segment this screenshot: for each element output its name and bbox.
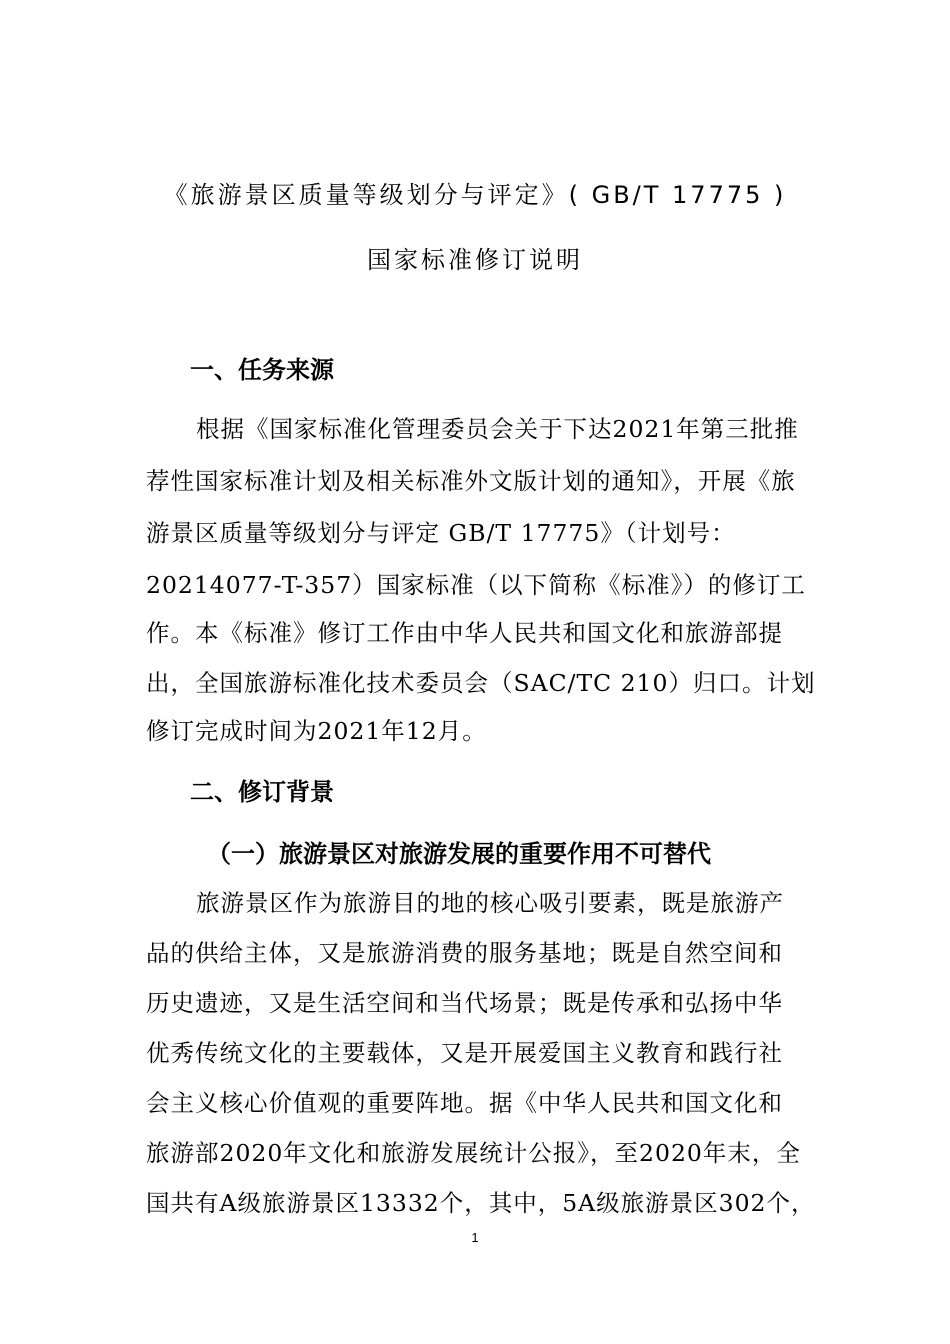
paragraph-line: 旅游部2020年文化和旅游发展统计公报》，至2020年末，全 bbox=[146, 1139, 801, 1167]
section-heading-task-source: 一、任务来源 bbox=[190, 356, 334, 384]
paragraph-line: 荐性国家标准计划及相关标准外文版计划的通知》，开展《旅 bbox=[146, 467, 796, 495]
paragraph-line: 会主义核心价值观的重要阵地。据《中华人民共和国文化和 bbox=[146, 1089, 783, 1117]
paragraph-line: 旅游景区作为旅游目的地的核心吸引要素，既是旅游产 bbox=[196, 889, 784, 917]
document-subtitle: 国家标准修订说明 bbox=[367, 246, 583, 274]
paragraph-line: 历史遗迹，又是生活空间和当代场景；既是传承和弘扬中华 bbox=[146, 989, 783, 1017]
paragraph-line: 修订完成时间为2021年12月。 bbox=[146, 717, 487, 745]
paragraph-line: 作。本《标准》修订工作由中华人民共和国文化和旅游部提 bbox=[146, 619, 783, 647]
paragraph-line: 优秀传统文化的主要载体，又是开展爱国主义教育和践行社 bbox=[146, 1039, 783, 1067]
section-heading-background: 二、修订背景 bbox=[190, 778, 334, 806]
page-number: 1 bbox=[471, 1230, 479, 1245]
paragraph-line: 根据《国家标准化管理委员会关于下达2021年第三批推 bbox=[196, 415, 799, 443]
paragraph-line: 游景区质量等级划分与评定 GB/T 17775》（计划号： bbox=[146, 519, 736, 547]
paragraph-line: 国共有A级旅游景区13332个，其中，5A级旅游景区302个， bbox=[146, 1189, 816, 1217]
document-title: 《旅游景区质量等级划分与评定》( GB/T 17775 ) bbox=[163, 181, 787, 209]
subsection-heading: （一）旅游景区对旅游发展的重要作用不可替代 bbox=[207, 840, 711, 868]
paragraph-line: 出，全国旅游标准化技术委员会（SAC/TC 210）归口。计划 bbox=[146, 669, 816, 697]
paragraph-line: 20214077-T-357）国家标准（以下简称《标准》）的修订工 bbox=[146, 571, 806, 599]
paragraph-line: 品的供给主体，又是旅游消费的服务基地；既是自然空间和 bbox=[146, 939, 783, 967]
